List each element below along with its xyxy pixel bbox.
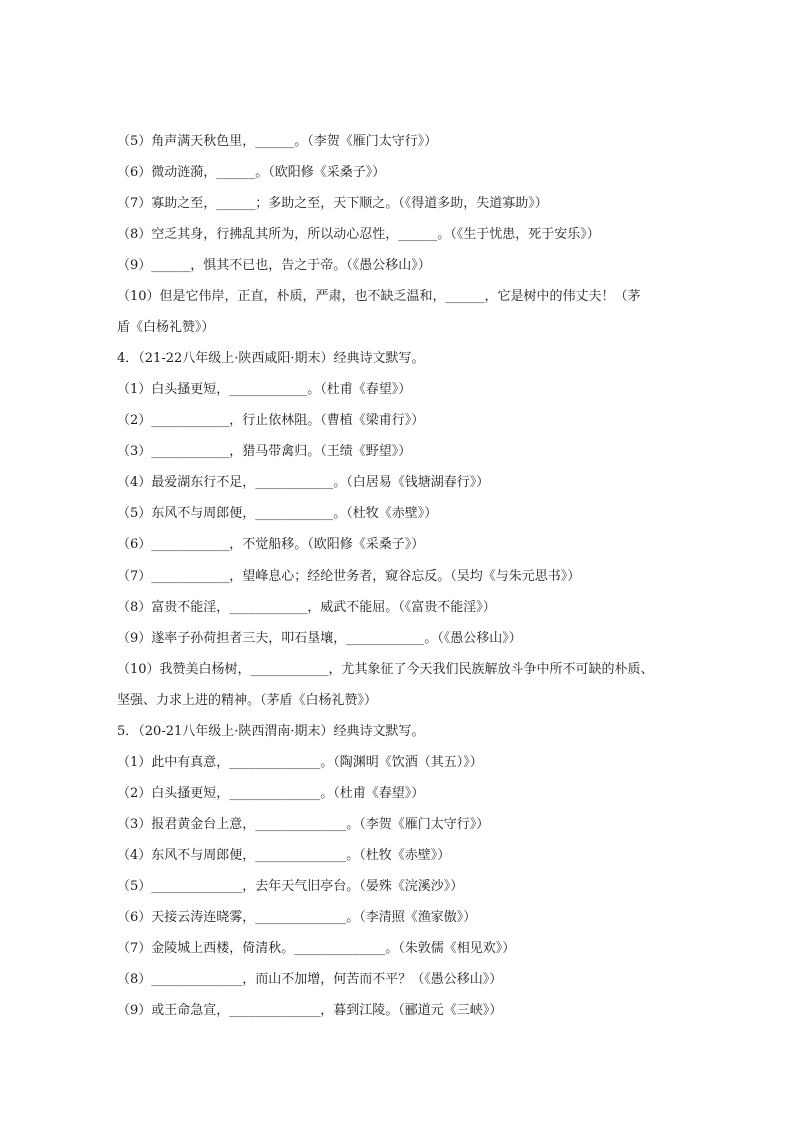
q4-item-3: （3）____________，猎马带禽归。（王绩《野望》） (117, 444, 412, 459)
q4-item-10-continued: 坚强、力求上进的精神。（茅盾《白杨礼赞》） (117, 693, 378, 708)
q4-item-5: （5）东风不与周郎便，____________。（杜牧《赤壁》） (117, 506, 438, 521)
question-5-heading: 5．（20-21八年级上·陕西渭南·期末）经典诗文默写。 (117, 724, 425, 739)
q5-item-6: （6）天接云涛连晓雾，______________。（李清照《渔家傲》） (117, 910, 477, 925)
q5-item-9: （9）或王命急宣，______________，暮到江陵。（郦道元《三峡》） (117, 1003, 503, 1018)
q5-item-7: （7）金陵城上西楼，倚清秋。______________。（朱敦儒《相见欢》） (117, 941, 516, 956)
q3-item-10-continued: 盾《白杨礼赞》） (117, 320, 215, 335)
q4-item-4: （4）最爱湖东行不足，____________。（白居易《钱塘湖春行》） (117, 475, 490, 490)
q5-item-3: （3）报君黄金台上意，______________。（李贺《雁门太守行》） (117, 817, 490, 832)
question-4-heading: 4．（21-22八年级上·陕西咸阳·期末）经典诗文默写。 (117, 351, 425, 366)
q4-item-8: （8）富贵不能淫，____________，威武不能屈。（《富贵不能淫》） (117, 600, 496, 615)
q4-item-6: （6）____________，不觉船移。（欧阳修《采桑子》） (117, 537, 425, 552)
q3-item-10: （10）但是它伟岸，正直，朴质，严肃，也不缺乏温和，______，它是树中的伟丈夫！（茅 (117, 289, 641, 304)
q4-item-9: （9）遂率子孙荷担者三夫，叩石垦壤，____________。（《愚公移山》） (117, 631, 522, 646)
q3-item-8: （8）空乏其身，行拂乱其所为，所以动心忍性，______。（《生于忧患，死于安乐》） (117, 227, 600, 242)
q4-item-2: （2）____________，行止依林阻。（曹植《梁甫行》） (117, 413, 425, 428)
q5-item-1: （1）此中有真意，______________。（陶渊明《饮酒（其五）》） (117, 755, 483, 770)
q5-item-2: （2）白头搔更短，______________。（杜甫《春望》） (117, 786, 425, 801)
q4-item-10: （10）我赞美白杨树，____________，尤其象征了今天我们民族解放斗争中所不可缺的朴质、 (117, 662, 654, 677)
q3-item-5: （5）角声满天秋色里，______。（李贺《雁门太守行》） (117, 134, 438, 149)
q4-item-7: （7）____________，望峰息心；经纶世务者，窥谷忘反。（吴均《与朱元思书》） (117, 569, 581, 584)
q5-item-4: （4）东风不与周郎便，______________。（杜牧《赤壁》） (117, 848, 451, 863)
q5-item-8: （8）______________，而山不加增，何苦而不平？（《愚公移山》） (117, 972, 503, 987)
q3-item-9: （9）______，惧其不已也，告之于帝。（《愚公移山》） (117, 258, 431, 273)
q3-item-7: （7）寡助之至，______；多助之至，天下顺之。（《得道多助，失道寡助》） (117, 196, 548, 211)
q3-item-6: （6）微动涟漪，______。（欧阳修《采桑子》） (117, 165, 386, 180)
q5-item-5: （5）______________，去年天气旧亭台。（晏殊《浣溪沙》） (117, 879, 464, 894)
q4-item-1: （1）白头搔更短，____________。（杜甫《春望》） (117, 382, 412, 397)
